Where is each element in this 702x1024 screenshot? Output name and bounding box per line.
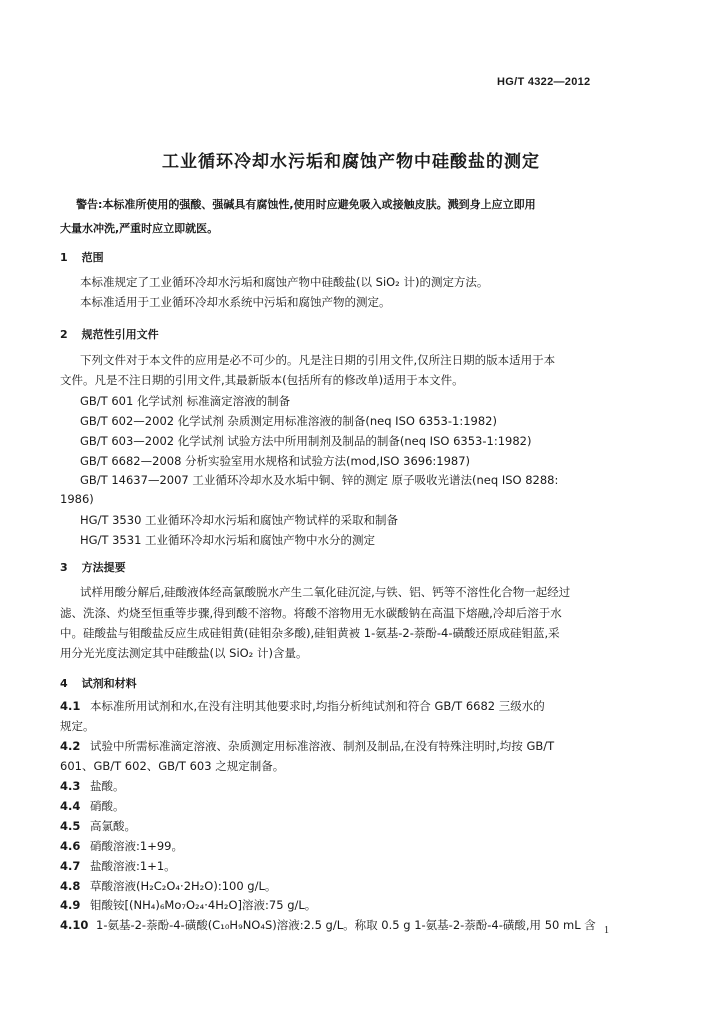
clause-4-10: 4.10 1-氨基-2-萘酚-4-磺酸(C₁₀H₉NO₄S)溶液:2.5 g/L。称取 0.5 g 1-氨基-2-萘酚-4-磺酸,用 50 mL 含 [60,918,596,932]
section-1-number: 1 [60,251,68,264]
section-1-heading [60,249,104,265]
clause-4-3: 4.3 盐酸。 [60,779,125,793]
clause-4-5: 4.5 高氯酸。 [60,819,136,833]
section-2-intro-1: 下列文件对于本文件的应用是必不可少的。凡是注日期的引用文件,仅所注日期的版本适用于本 [80,353,556,367]
section-3-number: 3 [60,561,68,574]
section-1-para-1: 本标准规定了工业循环冷却水污垢和腐蚀产物中硅酸盐(以 SiO₂ 计)的测定方法。 [80,275,489,289]
reference-item: GB/T 601 化学试剂 标准滴定溶液的制备 [80,394,291,408]
warning-line-1: 警告:本标准所使用的强酸、强碱具有腐蚀性,使用时应避免吸入或接触皮肤。溅到身上应立即用 [76,198,536,211]
reference-item: HG/T 3530 工业循环冷却水污垢和腐蚀产物试样的采取和制备 [80,513,399,527]
clause-4-1-continuation: 规定。 [60,719,95,733]
clause-4-1: 4.1 本标准所用试剂和水,在没有注明其他要求时,均指分析纯试剂和符合 GB/T 6682 三级水的 [60,699,545,713]
section-3-line-3: 中。硅酸盐与钼酸盐反应生成硅钼黄(硅钼杂多酸),硅钼黄被 1-氨基-2-萘酚-4-磺酸还原成硅钼蓝,采 [60,626,560,640]
section-3-line-4: 用分光光度法测定其中硅酸盐(以 SiO₂ 计)含量。 [60,646,308,660]
section-3-line-2: 滤、洗涤、灼烧至恒重等步骤,得到酸不溶物。将酸不溶物用无水碳酸钠在高温下熔融,冷却后溶于水 [60,606,562,620]
clause-4-6: 4.6 硝酸溶液:1+99。 [60,839,183,853]
section-2-title: 规范性引用文件 [81,328,159,341]
section-2-intro-2: 文件。凡是不注日期的引用文件,其最新版本(包括所有的修改单)适用于本文件。 [60,373,464,387]
clause-4-2: 4.2 试验中所需标准滴定溶液、杂质测定用标准溶液、制剂及制品,在没有特殊注明时,均按 GB/T [60,739,555,753]
clause-4-8: 4.8 草酸溶液(H₂C₂O₄·2H₂O):100 g/L。 [60,879,277,893]
clause-4-4: 4.4 硝酸。 [60,799,125,813]
reference-item: GB/T 14637—2007 工业循环冷却水及水垢中铜、锌的测定 原子吸收光谱法(neq ISO 8288: [80,473,559,487]
reference-item-continuation: 1986) [60,492,94,506]
clause-4-7: 4.7 盐酸溶液:1+1。 [60,859,176,873]
reference-item: HG/T 3531 工业循环冷却水污垢和腐蚀产物中水分的测定 [80,533,376,547]
section-4-title: 试剂和材料 [81,677,137,690]
reference-item: GB/T 6682—2008 分析实验室用水规格和试验方法(mod,ISO 3696:1987) [80,454,471,468]
clause-4-2-continuation: 601、GB/T 602、GB/T 603 之规定制备。 [60,759,285,773]
section-2-heading [60,326,159,342]
section-1-title: 范围 [81,251,104,264]
reference-item: GB/T 603—2002 化学试剂 试验方法中所用制剂及制品的制备(neq ISO 6353-1:1982) [80,434,532,448]
section-3-title: 方法提要 [81,561,126,574]
section-1-para-2: 本标准适用于工业循环冷却水系统中污垢和腐蚀产物的测定。 [80,295,391,309]
warning-line-2: 大量水冲洗,严重时应立即就医。 [60,222,219,235]
section-3-heading [60,559,126,575]
document-title: 工业循环冷却水污垢和腐蚀产物中硅酸盐的测定 [162,152,540,172]
section-2-number: 2 [60,328,68,341]
standard-code: HG/T 4322—2012 [497,76,591,88]
page-number: 1 [604,925,609,936]
section-4-number: 4 [60,677,68,690]
section-3-line-1: 试样用酸分解后,硅酸液体经高氯酸脱水产生二氧化硅沉淀,与铁、铝、钙等不溶性化合物一起经过 [80,585,571,599]
section-4-heading [60,675,137,691]
reference-item: GB/T 602—2002 化学试剂 杂质测定用标准溶液的制备(neq ISO 6353-1:1982) [80,414,497,428]
clause-4-9: 4.9 钼酸铵[(NH₄)₆Mo₇O₂₄·4H₂O]溶液:75 g/L。 [60,898,317,912]
